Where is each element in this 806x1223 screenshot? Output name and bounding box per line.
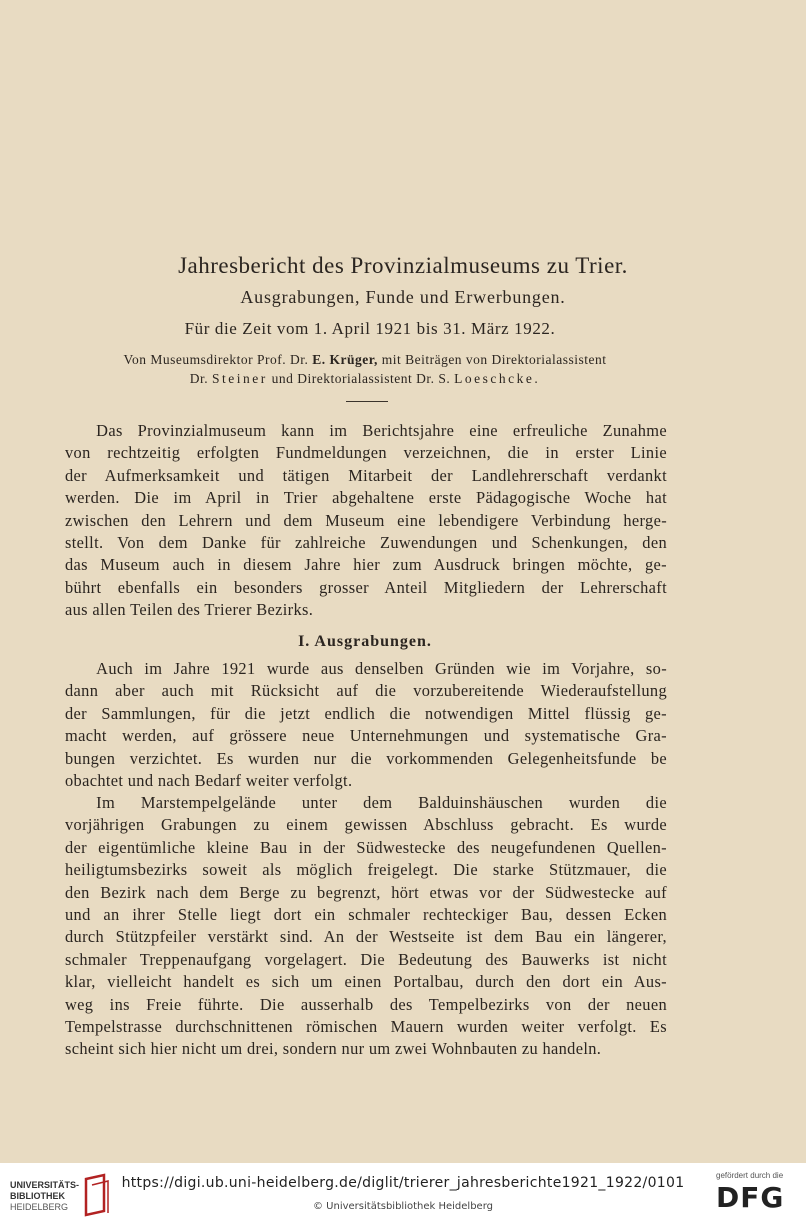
- funder-note: gefördert durch die: [716, 1171, 784, 1180]
- text-line: von rechtzeitig erfolgten Fundmeldungen verzeichnen, die in erster Linie: [65, 443, 667, 463]
- text-line: vorjährigen Grabungen zu einem gewissen Abschluss gebracht. Es wurde: [65, 815, 667, 835]
- authors-line-1: [0, 350, 730, 369]
- text-line: Das Provinzialmuseum kann im Berichtsjahre eine erfreuliche Zunahme: [96, 421, 667, 440]
- text-line: das Museum auch in diesem Jahre hier zum Ausdruck bringen möchte, ge-: [65, 555, 667, 575]
- authors-text: Von Museumsdirektor Prof. Dr.: [123, 352, 313, 367]
- library-name-line: UNIVERSITÄTS-: [10, 1180, 80, 1190]
- section-paragraph-1: [65, 658, 667, 792]
- text-line: bührt ebenfalls ein besonders grosser Anteil Mitgliedern der Lehrerschaft: [65, 577, 667, 597]
- text-line: werden. Die im April in Trier abgehaltene erste Pädagogische Woche hat: [65, 488, 667, 508]
- text-line: schmaler Treppenaufgang vorgelagert. Die Bedeutung des Bauwerks ist nicht: [65, 949, 667, 969]
- text-line: obachtet und nach Bedarf weiter verfolgt.: [65, 771, 353, 791]
- text-line: und an ihrer Stelle liegt dort ein schmaler rechteckiger Bau, dessen Ecken: [65, 905, 667, 925]
- report-period: Für die Zeit vom 1. April 1921 bis 31. März 1922.: [184, 319, 556, 338]
- intro-paragraph: [65, 420, 667, 622]
- author-assistant-1: Steiner: [212, 371, 268, 386]
- text-line: bungen verzichtet. Es wurden nur die vorkommenden Gelegenheitsfunde be: [65, 748, 667, 768]
- authors-credit: [0, 350, 730, 388]
- document-subtitle: Ausgrabungen, Funde und Erwerbungen.: [240, 287, 566, 307]
- text-line: weg ins Freie führte. Die ausserhalb des Tempelbezirks von der neuen: [65, 994, 667, 1014]
- text-line: Im Marstempelgelände unter dem Balduinshäuschen wurden die: [96, 793, 667, 812]
- authors-text: und Direktorialassistent Dr. S.: [267, 371, 455, 386]
- text-line: klar, vielleicht handelt es sich um einen Portalbau, durch den dort ein Aus-: [65, 972, 667, 992]
- footer-bar: [0, 1163, 806, 1223]
- authors-text: mit Beiträgen von Direktorialassistent: [377, 352, 607, 367]
- section-paragraph-2: [65, 792, 667, 1061]
- author-assistant-2: Loeschcke.: [454, 371, 541, 386]
- text-line: Tempelstrasse durchschnittenen römischen Mauern wurden weiter verfolgt. Es: [65, 1017, 667, 1037]
- copyright-notice: © Universitätsbibliothek Heidelberg: [312, 1201, 493, 1212]
- authors-line-2: [0, 369, 730, 388]
- permalink-url[interactable]: https://digi.ub.uni-heidelberg.de/diglit/trierer_jahresberichte1921_1922/0101: [121, 1175, 685, 1191]
- text-line: zwischen den Lehrern und dem Museum eine lebendigere Verbindung herge-: [65, 510, 667, 530]
- text-line: der Sammlungen, für die jetzt endlich die notwendigen Mittel flüssig ge-: [65, 703, 667, 723]
- text-line: durch Stützpfeiler verstärkt sind. An der Westseite ist dem Bau ein längerer,: [65, 927, 667, 947]
- text-line: macht werden, auf grössere neue Unternehmungen und systematische Gra-: [65, 726, 667, 746]
- library-name-line: BIBLIOTHEK: [10, 1191, 65, 1201]
- text-line: der Aufmerksamkeit und tätigen Mitarbeit der Landlehrerschaft verdankt: [65, 465, 667, 485]
- library-name-line: HEIDELBERG: [10, 1202, 69, 1212]
- text-line: stellt. Von dem Danke für zahlreiche Zuwendungen und Schenkungen, den: [65, 533, 667, 553]
- text-line: den Bezirk nach dem Berge zu begrenzt, hört etwas vor der Südwestecke auf: [65, 882, 667, 902]
- authors-text: Dr.: [189, 371, 213, 386]
- title-divider: [346, 401, 388, 402]
- document-title: Jahresbericht des Provinzialmuseums zu Trier.: [178, 253, 628, 278]
- text-line: scheint sich hier nicht um drei, sondern nur um zwei Wohnbauten zu handeln.: [65, 1039, 602, 1059]
- text-line: dann aber auch mit Rücksicht auf die vorzubereitende Wiederaufstellung: [65, 681, 667, 701]
- author-director: E. Krüger,: [312, 352, 378, 367]
- text-line: der eigentümliche kleine Bau in der Südwestecke des neugefundenen Quellen-: [65, 837, 667, 857]
- text-line: heiligtumsbezirks soweit als möglich freigelegt. Die starke Stützmauer, die: [65, 860, 667, 880]
- text-line: Auch im Jahre 1921 wurde aus denselben Gründen wie im Vorjahre, so-: [96, 659, 667, 678]
- text-line: aus allen Teilen des Trierer Bezirks.: [65, 600, 314, 620]
- section-heading: I. Ausgrabungen.: [298, 633, 432, 650]
- dfg-logo: DFG: [716, 1181, 785, 1214]
